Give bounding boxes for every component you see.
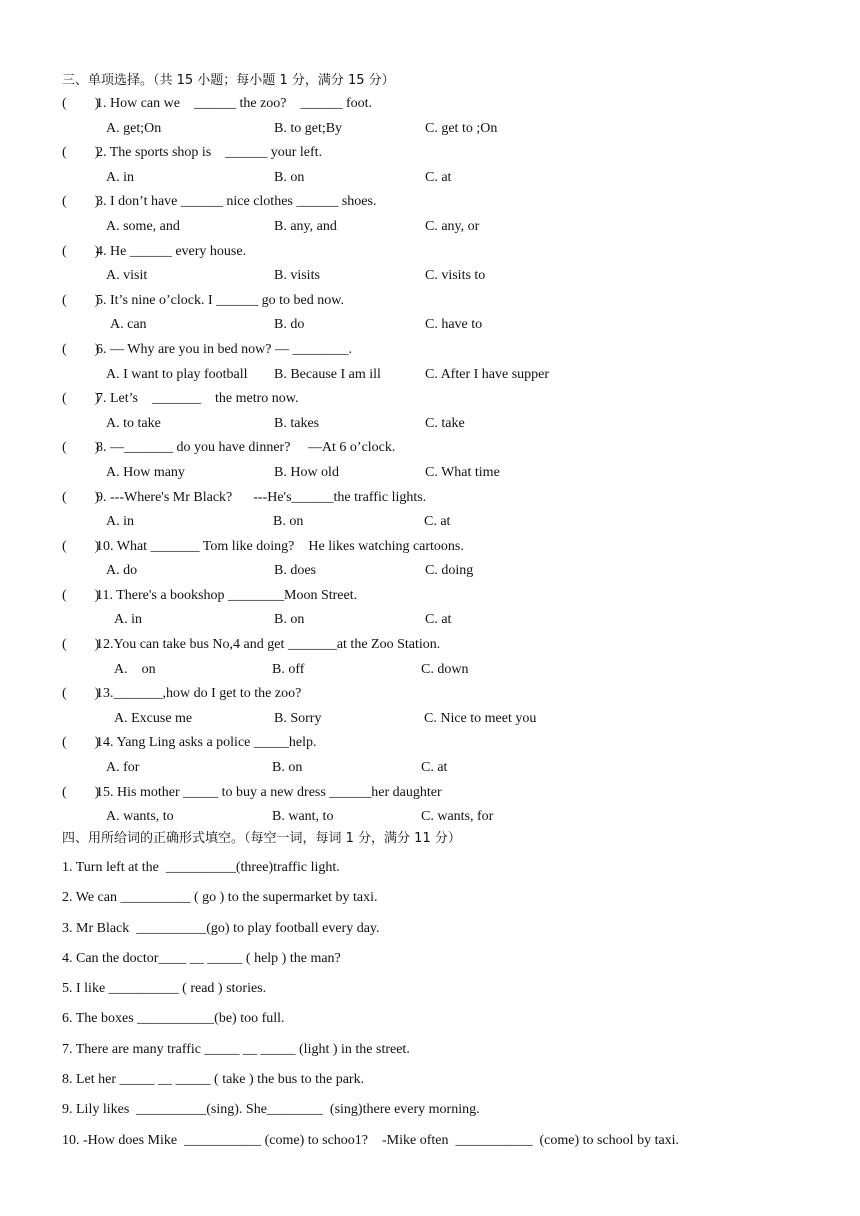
option-c: C. any, or [425,218,480,234]
options-row [62,756,822,781]
question-row [62,141,822,166]
option-b: B. does [274,563,316,579]
question-stem: 14. Yang Ling asks a police _____help. [96,735,317,751]
answer-blank[interactable]: ( ) [62,391,100,407]
answer-blank[interactable]: ( ) [62,341,100,357]
answer-blank[interactable]: ( ) [62,686,100,702]
option-c: C. visits to [425,268,486,284]
question-stem: 1. How can we ______ the zoo? ______ foot. [96,96,373,111]
fill-item: 10. -How does Mike ___________ (come) to schoo1? -Mike often ___________ (come) to school by taxi. [62,1132,680,1148]
question-stem: 11. There's a bookshop ________Moon Street. [96,587,358,603]
question-row [62,387,822,412]
option-c: C. get to ;On [425,120,498,136]
fill-item: 6. The boxes ___________(be) too full. [62,1011,285,1027]
options-row [62,658,822,683]
fill-item: 2. We can __________ ( go ) to the supermarket by taxi. [62,890,378,906]
option-b: B. Sorry [274,710,322,726]
fill-item: 4. Can the doctor____ __ _____ ( help ) the man? [62,950,341,966]
question-row [62,240,822,265]
options-row [62,313,822,338]
option-a: A. How many [106,464,185,480]
option-a: A. to take [106,415,161,431]
fill-item: 3. Mr Black __________(go) to play football every day. [62,920,380,936]
option-c: C. What time [425,464,500,480]
option-c: C. doing [425,563,474,579]
option-c: C. take [425,415,465,431]
option-c: C. at [421,760,448,776]
answer-blank[interactable]: ( ) [62,489,100,505]
fill-item: 5. I like __________ ( read ) stories. [62,981,267,997]
options-row [62,461,822,486]
options-row [62,510,822,535]
option-c: C. have to [425,317,483,333]
option-c: C. down [421,661,469,677]
option-a: A. in [106,169,134,185]
option-b: B. do [274,317,305,333]
options-row [62,608,822,633]
option-b: B. How old [274,464,339,480]
question-stem: 13._______,how do I get to the zoo? [96,686,302,702]
question-stem: 6. — Why are you in bed now? — ________. [96,341,352,357]
question-stem: 3. I don’t have ______ nice clothes ______ shoes. [96,194,377,210]
answer-blank[interactable]: ( ) [62,587,100,603]
fill-item: 7. There are many traffic _____ __ _____ (light ) in the street. [62,1041,410,1057]
option-c: C. at [425,612,452,628]
answer-blank[interactable]: ( ) [62,243,100,259]
answer-blank[interactable]: ( ) [62,145,100,161]
question-row [62,289,822,314]
fill-item: 9. Lily likes __________(sing). She________ (sing)there every morning. [62,1102,480,1118]
question-row [62,633,822,658]
option-a: A. in [114,612,142,628]
options-row [62,264,822,289]
option-b: B. on [274,169,305,185]
question-stem: 4. He ______ every house. [96,243,247,259]
option-a: A. some, and [106,218,180,234]
option-a: A. do [106,563,138,579]
option-a: A. visit [106,268,148,284]
option-c: C. After I have supper [425,366,550,382]
options-row [62,707,822,732]
question-row [62,682,822,707]
multiple-choice-list [62,92,822,830]
question-row [62,535,822,560]
option-a: A. can [110,317,147,333]
option-a: A. Excuse me [114,710,193,726]
option-c: C. wants, for [421,809,494,825]
question-stem: 15. His mother _____ to buy a new dress ______her daughter [96,784,442,800]
question-row [62,486,822,511]
options-row [62,559,822,584]
question-row [62,584,822,609]
question-stem: 10. What _______ Tom like doing? He likes watching cartoons. [96,538,464,554]
question-stem: 2. The sports shop is ______ your left. [96,145,323,161]
option-c: C. Nice to meet you [424,710,537,726]
answer-blank[interactable]: ( ) [62,735,100,751]
options-row [62,117,822,142]
fill-in-list [62,853,822,1156]
option-b: B. want, to [272,809,334,825]
option-a: A. for [106,760,140,776]
question-row [62,190,822,215]
answer-blank[interactable]: ( ) [62,194,100,210]
option-b: B. on [273,514,304,530]
option-a: A. get;On [106,120,162,136]
option-c: C. at [425,169,452,185]
options-row [62,166,822,191]
question-row [62,338,822,363]
question-row [62,436,822,461]
question-stem: 5. It’s nine o’clock. I ______ go to bed now. [96,292,344,308]
option-a: A. on [114,661,156,677]
option-c: C. at [424,514,451,530]
option-b: B. visits [274,268,320,284]
section4-heading: 四、用所给词的正确形式填空。（每空一词，每词 1 分，满分 11 分） [62,831,461,846]
answer-blank[interactable]: ( ) [62,784,100,800]
option-b: B. any, and [274,218,337,234]
fill-item: 8. Let her _____ __ _____ ( take ) the bus to the park. [62,1072,365,1088]
option-b: B. Because I am ill [274,366,381,382]
question-row [62,781,822,806]
options-row [62,363,822,388]
question-stem: 12.You can take bus No,4 and get _______at the Zoo Station. [96,637,441,653]
options-row [62,215,822,240]
fill-item: 1. Turn left at the __________(three)traffic light. [62,860,340,875]
question-stem: 9. ---Where's Mr Black? ---He's______the traffic lights. [96,489,427,505]
option-a: A. in [106,514,134,530]
option-b: B. takes [274,415,320,431]
question-stem: 8. —_______ do you have dinner? —At 6 o’clock. [96,440,396,456]
question-row [62,92,822,117]
section3-heading: 三、单项选择。（共 15 小题；每小题 1 分，满分 15 分） [62,73,395,88]
answer-blank[interactable]: ( ) [62,538,100,554]
option-b: B. on [274,612,305,628]
option-a: A. I want to play football [106,366,248,382]
option-b: B. off [272,661,305,677]
question-stem: 7. Let’s _______ the metro now. [96,391,299,407]
answer-blank[interactable]: ( ) [62,292,100,308]
option-b: B. to get;By [274,120,343,136]
question-row [62,731,822,756]
options-row [62,412,822,437]
option-b: B. on [272,760,303,776]
option-a: A. wants, to [106,809,174,825]
answer-blank[interactable]: ( ) [62,96,100,111]
answer-blank[interactable]: ( ) [62,637,100,653]
answer-blank[interactable]: ( ) [62,440,100,456]
